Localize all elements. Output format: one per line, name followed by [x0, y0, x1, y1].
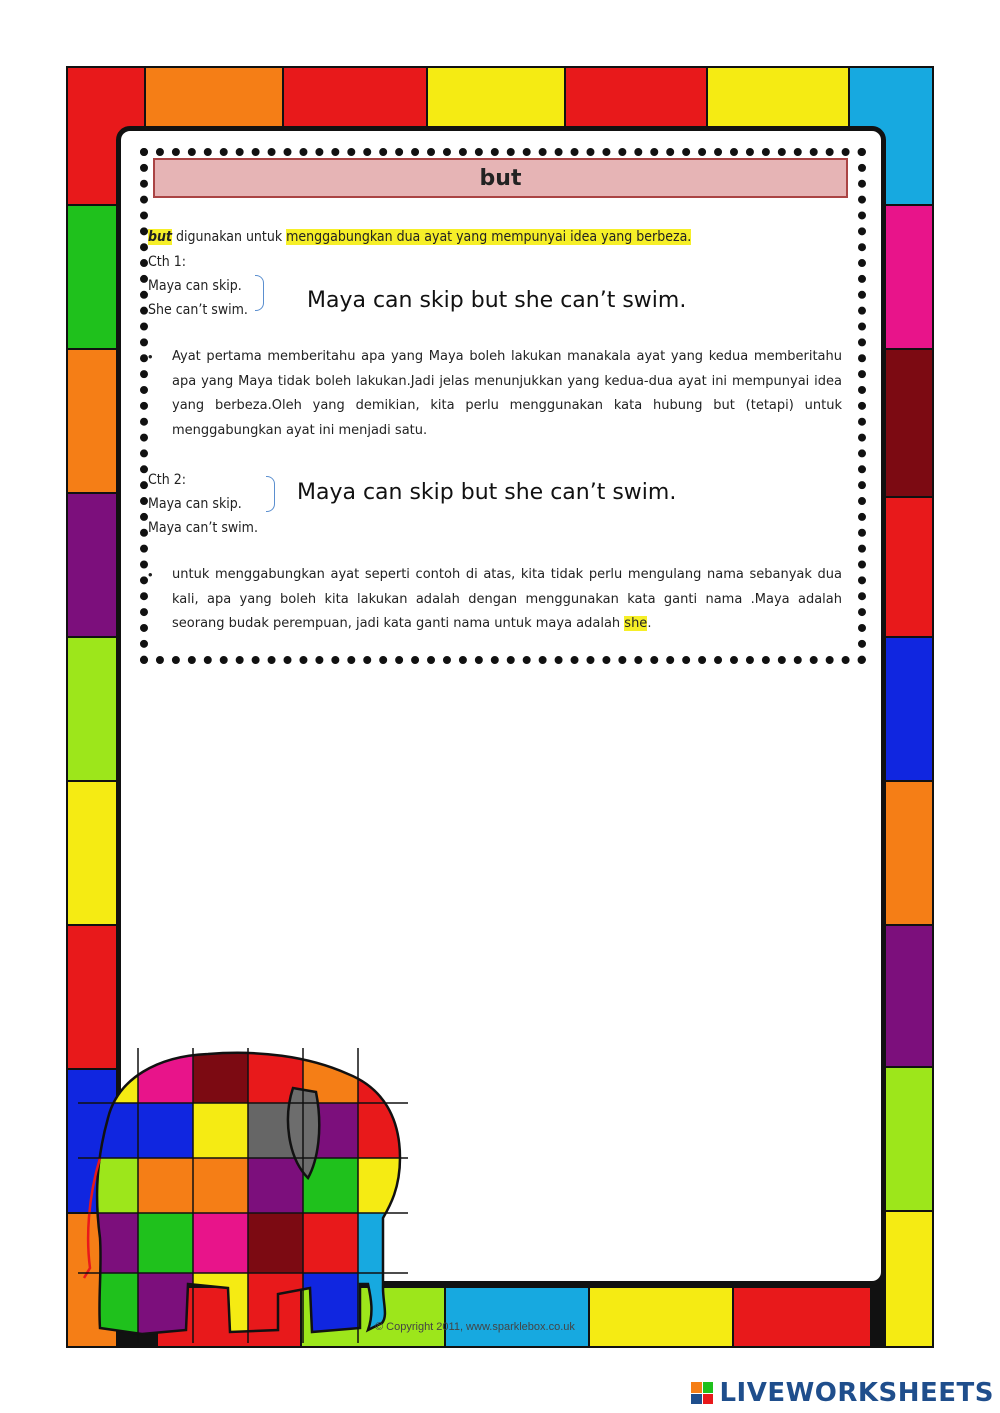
- border-tile: [282, 66, 428, 128]
- border-tile: [884, 496, 934, 638]
- definition-line: [148, 225, 691, 249]
- border-tile: [66, 492, 118, 638]
- border-tile: [426, 66, 566, 128]
- definition-keyword: but: [148, 229, 173, 245]
- example2-line2: Maya can’t swim.: [148, 520, 258, 536]
- explanation2-paragraph: [172, 563, 842, 637]
- copyright-text: © Copyright 2011, www.sparklebox.co.uk: [375, 1321, 575, 1333]
- patchwork-elephant-illustration: [78, 1048, 408, 1343]
- example1-label: Cth 1:: [148, 254, 186, 270]
- liveworksheets-brand[interactable]: [691, 1378, 994, 1408]
- example1-line1: Maya can skip.: [148, 278, 242, 294]
- definition-highlight: menggabungkan dua ayat yang mempunyai idea yang berbeza.: [286, 229, 692, 245]
- border-tile: [66, 636, 118, 782]
- explanation2-text: untuk menggabungkan ayat seperti contoh di atas, kita tidak perlu mengulang nama sebanyak dua kali, apa yang boleh kita lakukan adalah dengan menggunakan kata ganti nama .Maya adalah seorang budak perempuan, jadi kata ganti nama untuk maya adalah: [172, 567, 842, 631]
- border-tile: [732, 1286, 872, 1348]
- example1-result: Maya can skip but she can’t swim.: [307, 288, 687, 313]
- page-title: but: [153, 158, 848, 198]
- border-tile: [884, 1210, 934, 1348]
- example2-result: Maya can skip but she can’t swim.: [297, 480, 677, 505]
- definition-text: digunakan untuk: [172, 229, 287, 245]
- bullet-icon: •: [148, 567, 153, 582]
- brace-icon: [255, 275, 264, 311]
- explanation2-highlight: she: [624, 616, 648, 631]
- brand-name: LIVEWORKSHEETS: [719, 1378, 994, 1408]
- border-tile: [66, 780, 118, 926]
- border-tile: [884, 1066, 934, 1212]
- border-tile: [66, 348, 118, 494]
- border-tile: [884, 636, 934, 782]
- border-tile: [588, 1286, 734, 1348]
- example2-label: Cth 2:: [148, 472, 186, 488]
- explanation1-paragraph: Ayat pertama memberitahu apa yang Maya boleh lakukan manakala ayat yang kedua memberitahu apa yang Maya tidak boleh lakukan.Jadi jelas menunjukkan yang kedua-dua ayat ini mempunyai idea yang berbeza.Oleh yang demikian, kita perlu menggunakan kata hubung but (tetapi) untuk menggabungkan ayat ini menjadi satu.: [172, 349, 842, 438]
- border-tile: [66, 204, 118, 350]
- bullet-icon: •: [148, 349, 153, 364]
- border-tile: [884, 348, 934, 498]
- explanation2-end: .: [647, 616, 652, 631]
- border-tile: [884, 780, 934, 926]
- example1-line2: She can’t swim.: [148, 302, 248, 318]
- border-tile: [884, 204, 934, 350]
- brace-icon: [266, 476, 275, 512]
- border-tile: [564, 66, 708, 128]
- border-tile: [884, 924, 934, 1068]
- border-tile: [706, 66, 850, 128]
- border-tile: [444, 1286, 590, 1348]
- border-tile: [144, 66, 284, 128]
- liveworksheets-logo-icon: [691, 1382, 713, 1404]
- example2-line1: Maya can skip.: [148, 496, 242, 512]
